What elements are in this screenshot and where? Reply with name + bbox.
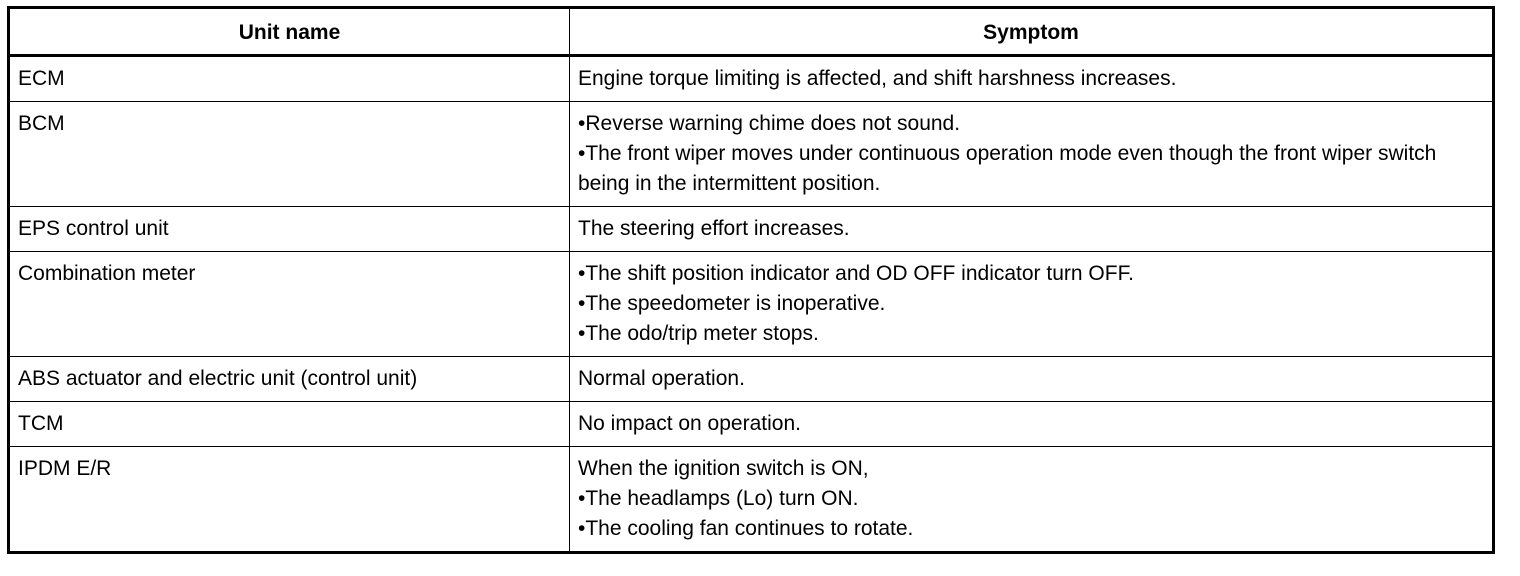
symptom-line: No impact on operation.: [578, 412, 801, 435]
unit-cell: EPS control unit: [9, 207, 570, 252]
header-symptom: Symptom: [570, 8, 1494, 56]
table-row: [9, 252, 1494, 357]
symptom-table-container: [7, 6, 1492, 554]
symptom-cell: [570, 402, 1494, 447]
unit-cell: TCM: [9, 402, 570, 447]
unit-cell: Combination meter: [9, 252, 570, 357]
symptom-line: •The odo/trip meter stops.: [578, 322, 819, 345]
symptom-line: Normal operation.: [578, 367, 745, 390]
symptom-cell: [570, 207, 1494, 252]
table-row: [9, 447, 1494, 553]
symptom-cell: [570, 447, 1494, 553]
symptom-line: •Reverse warning chime does not sound.: [578, 112, 961, 135]
symptom-line: •The headlamps (Lo) turn ON.: [578, 487, 859, 510]
symptom-table: [7, 6, 1495, 554]
symptom-line: •The speedometer is inoperative.: [578, 292, 886, 315]
table-row: [9, 402, 1494, 447]
unit-cell: BCM: [9, 102, 570, 207]
symptom-cell: [570, 252, 1494, 357]
table-row: [9, 357, 1494, 402]
symptom-line: When the ignition switch is ON,: [578, 457, 869, 480]
unit-cell: IPDM E/R: [9, 447, 570, 553]
symptom-cell: [570, 56, 1494, 102]
header-row: [9, 8, 1494, 56]
symptom-line: The steering effort increases.: [578, 217, 850, 240]
header-unit-name: Unit name: [9, 8, 570, 56]
table-row: [9, 102, 1494, 207]
symptom-cell: [570, 357, 1494, 402]
symptom-line: •The shift position indicator and OD OFF indicator turn OFF.: [578, 262, 1134, 285]
table-row: [9, 207, 1494, 252]
symptom-cell: [570, 102, 1494, 207]
symptom-line: •The front wiper moves under continuous operation mode even though the front wiper switch being in the intermittent position.: [578, 142, 1437, 195]
symptom-line: •The cooling fan continues to rotate.: [578, 517, 914, 540]
unit-cell: ECM: [9, 56, 570, 102]
symptom-line: Engine torque limiting is affected, and shift harshness increases.: [578, 67, 1177, 90]
unit-cell: ABS actuator and electric unit (control unit): [9, 357, 570, 402]
table-row: [9, 56, 1494, 102]
